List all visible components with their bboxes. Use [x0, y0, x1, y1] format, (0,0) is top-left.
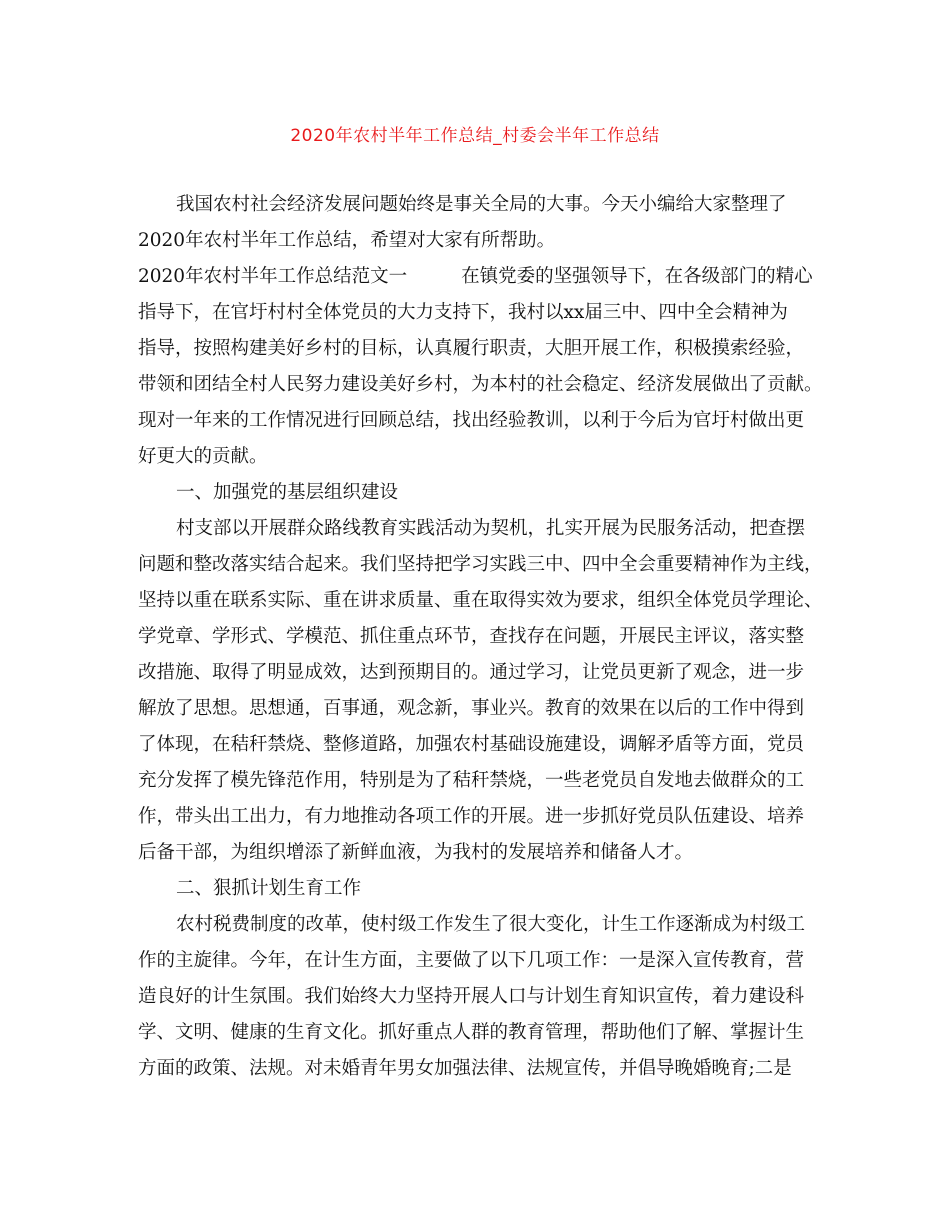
paragraph-line: 了体现，在秸秆禁烧、整修道路，加强农村基础设施建设，调解矛盾等方面，党员 [138, 734, 805, 755]
paragraph-line: 坚持以重在联系实际、重在讲求质量、重在取得实效为要求，组织全体党员学理论、 [138, 590, 823, 611]
paragraph-line: 改措施、取得了明显成效，达到预期目的。通过学习，让党员更新了观念，进一步 [138, 662, 805, 683]
paragraph-line: 农村税费制度的改革，使村级工作发生了很大变化，计生工作逐渐成为村级工 [176, 914, 806, 935]
paragraph-line: 造良好的计生氛围。我们始终大力坚持开展人口与计划生育知识宣传，着力建设科 [138, 986, 805, 1007]
paragraph-line: 指导，按照构建美好乡村的目标，认真履行职责，大胆开展工作，积极摸索经验， [138, 338, 805, 359]
paragraph-line: 作，带头出工出力，有力地推动各项工作的开展。进一步抓好党员队伍建设、培养 [138, 806, 805, 827]
paragraph-text: 在镇党委的坚强领导下，在各级部门的精心 [461, 266, 813, 287]
paragraph-line: 2020年农村半年工作总结，希望对大家有所帮助。 [138, 230, 556, 251]
paragraph-line: 好更大的贡献。 [138, 446, 268, 467]
paragraph-line: 作的主旋律。今年，在计生方面，主要做了以下几项工作：一是深入宣传教育，营 [138, 950, 805, 971]
paragraph-line [138, 265, 813, 289]
paragraph-line: 带领和团结全村人民努力建设美好乡村，为本村的社会稳定、经济发展做出了贡献。 [138, 374, 823, 395]
paragraph-line: 问题和整改落实结合起来。我们坚持把学习实践三中、四中全会重要精神作为主线， [138, 554, 823, 575]
paragraph-line: 指导下，在官圩村村全体党员的大力支持下，我村以xx届三中、四中全会精神为 [138, 302, 788, 323]
paragraph-line: 学党章、学形式、学模范、抓住重点环节，查找存在问题，开展民主评议，落实整 [138, 626, 805, 647]
paragraph-line: 后备干部，为组织增添了新鲜血液，为我村的发展培养和储备人才。 [138, 842, 694, 863]
paragraph-line: 我国农村社会经济发展问题始终是事关全局的大事。今天小编给大家整理了 [176, 194, 787, 215]
paragraph-line: 学、文明、健康的生育文化。抓好重点人群的教育管理，帮助他们了解、掌握计生 [138, 1022, 805, 1043]
document-title: 2020年农村半年工作总结_村委会半年工作总结 [290, 126, 660, 146]
section-heading-sample-one: 2020年农村半年工作总结范文一 [138, 266, 408, 287]
paragraph-line: 方面的政策、法规。对未婚青年男女加强法律、法规宣传，并倡导晚婚晚育;二是 [138, 1058, 792, 1079]
paragraph-line: 充分发挥了模先锋范作用，特别是为了秸秆禁烧，一些老党员自发地去做群众的工 [138, 770, 805, 791]
section-heading: 一、加强党的基层组织建设 [176, 482, 399, 503]
paragraph-line: 现对一年来的工作情况进行回顾总结，找出经验教训，以利于今后为官圩村做出更 [138, 410, 805, 431]
section-heading: 二、狠抓计划生育工作 [176, 878, 362, 899]
paragraph-line: 解放了思想。思想通，百事通，观念新，事业兴。教育的效果在以后的工作中得到 [138, 698, 805, 719]
paragraph-line: 村支部以开展群众路线教育实践活动为契机，扎实开展为民服务活动，把查摆 [176, 518, 806, 539]
